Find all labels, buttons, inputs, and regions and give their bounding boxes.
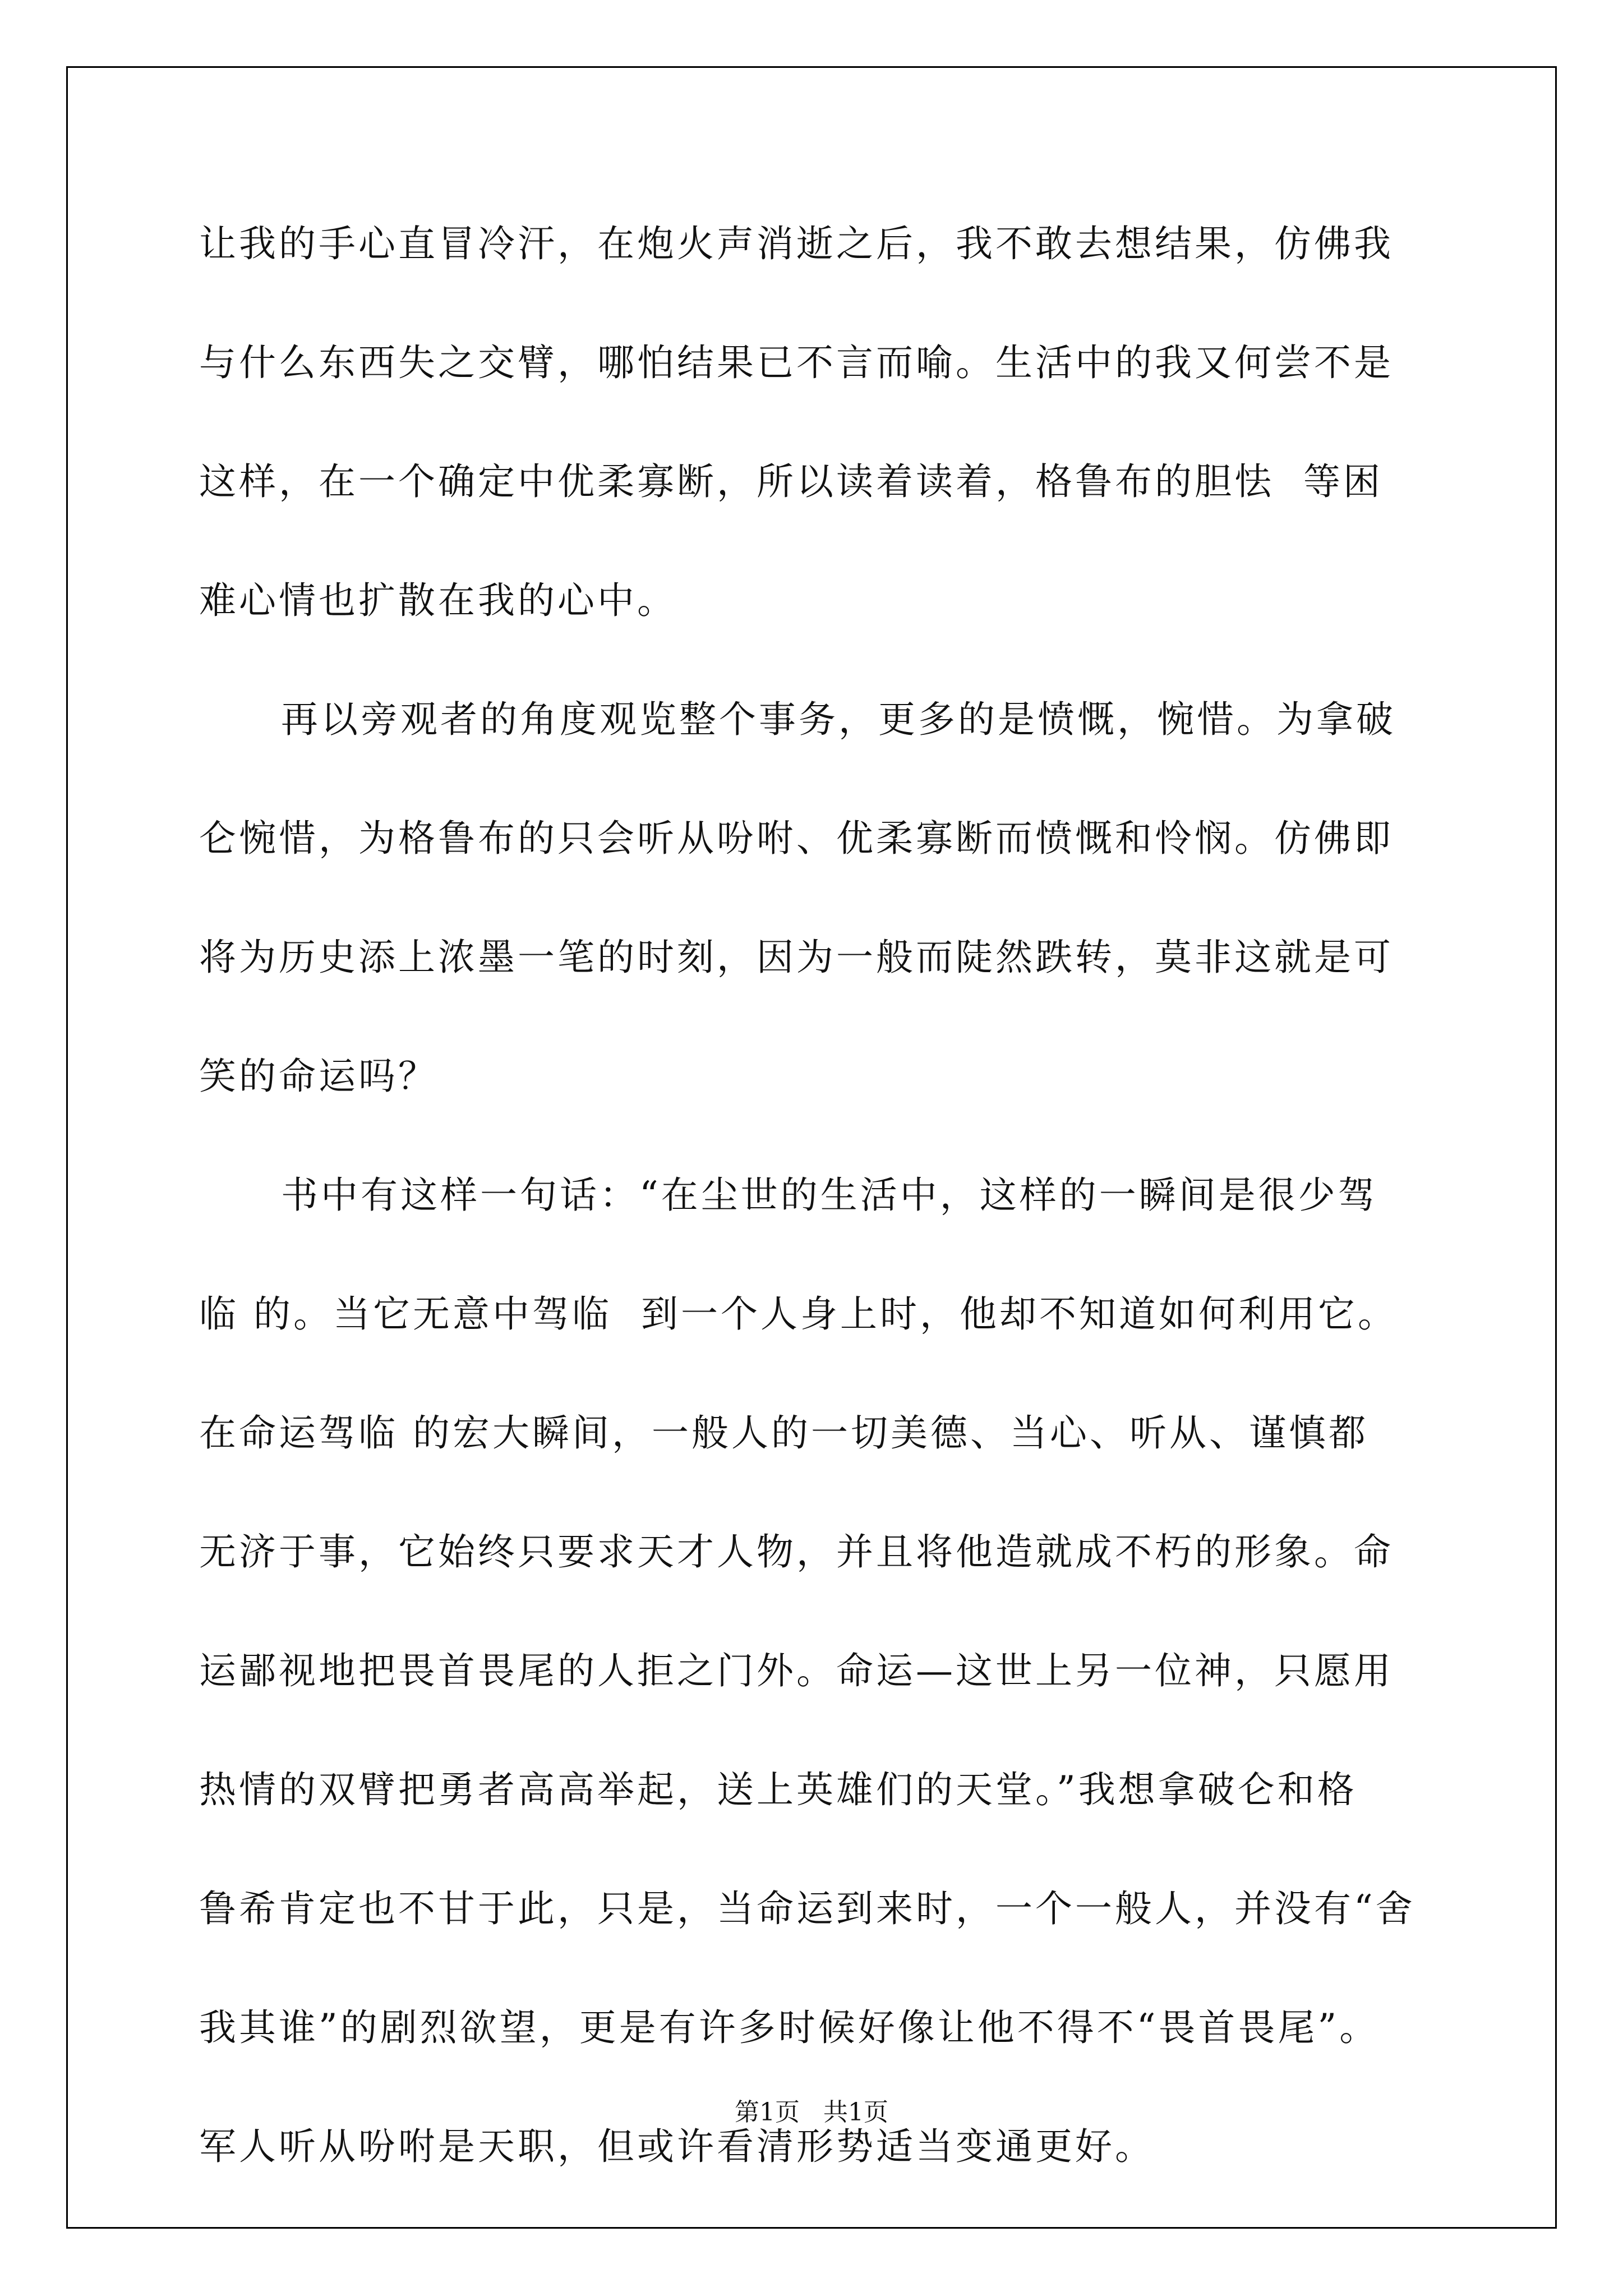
text-line: 临 的。当它无意中驾临 到一个人身上时，他却不知道如何利用它。 <box>199 1292 1398 1336</box>
text-line: 鲁希肯定也不甘于此，只是，当命运到来时，一个一般人，并没有“舍 <box>199 1887 1415 1930</box>
text-line: 难心情也扩散在我的心中。 <box>199 579 677 622</box>
text-line: 将为历史添上浓墨一笔的时刻，因为一般而陡然跌转，莫非这就是可 <box>199 936 1394 979</box>
text-line: 军人听从吩咐是天职，但或许看清形势适当变通更好。 <box>199 2125 1155 2168</box>
paragraph-first-line: 书中有这样一句话：“在尘世的生活中，这样的一瞬间是很少驾 <box>281 1174 1378 1217</box>
page-number-footer: 第1页 共1页 <box>735 2098 888 2127</box>
paragraph-first-line: 再以旁观者的角度观览整个事务，更多的是愤慨，惋惜。为拿破 <box>281 698 1396 741</box>
text-line: 运鄙视地把畏首畏尾的人拒之门外。命运—这世上另一位神，只愿用 <box>199 1649 1394 1692</box>
text-line: 热情的双臂把勇者高高举起，送上英雄们的天堂。”我想拿破仑和格 <box>199 1768 1357 1811</box>
text-line: 与什么东西失之交臂，哪怕结果已不言而喻。生活中的我又何尝不是 <box>199 341 1394 384</box>
text-line: 在命运驾临 的宏大瞬间，一般人的一切美德、当心、听从、谨慎都 <box>199 1411 1368 1455</box>
text-line: 仑惋惜，为格鲁布的只会听从吩咐、优柔寡断而愤慨和怜悯。仿佛即 <box>199 817 1394 860</box>
text-line: 这样，在一个确定中优柔寡断，所以读着读着，格鲁布的胆怯 等困 <box>199 460 1383 503</box>
document-body <box>199 224 1489 2246</box>
text-line: 无济于事，它始终只要求天才人物，并且将他造就成不朽的形象。命 <box>199 1530 1394 1573</box>
text-line: 我其谁”的剧烈欲望，更是有许多时候好像让他不得不“畏首畏尾”。 <box>199 2006 1380 2049</box>
text-line: 让我的手心直冒冷汗，在炮火声消逝之后，我不敢去想结果，仿佛我 <box>199 222 1394 265</box>
text-line: 笑的命运吗？ <box>199 1055 438 1098</box>
